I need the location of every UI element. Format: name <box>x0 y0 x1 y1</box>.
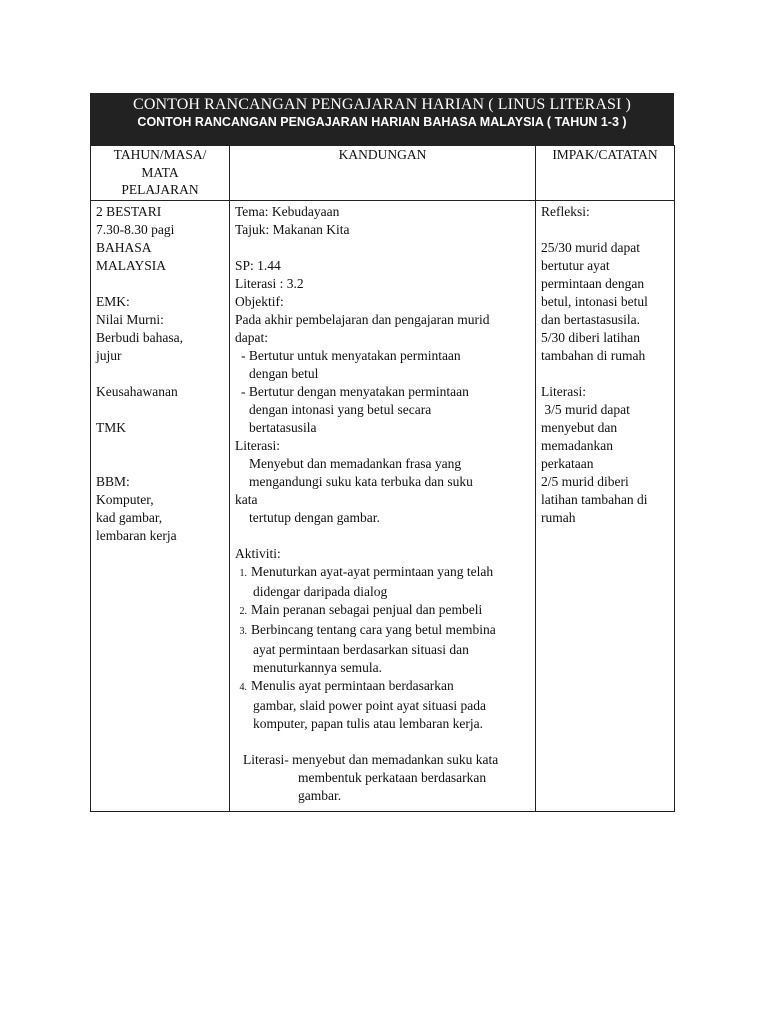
col1-line <box>96 437 224 455</box>
literasi-label: Literasi: <box>235 438 280 453</box>
main-title: CONTOH RANCANGAN PENGAJARAN HARIAN ( LINUS LITERASI ) <box>133 96 631 113</box>
activity-number: 3. <box>239 626 247 637</box>
impak-line <box>541 221 669 239</box>
activity-text: gambar, slaid power point ayat situasi pada <box>253 698 487 713</box>
objective-bullet-cont: dengan betul <box>249 366 319 381</box>
literasi-text: tertutup dengan gambar. <box>249 510 380 525</box>
impak-line: latihan tambahan di <box>541 492 648 507</box>
impak-line: Refleksi: <box>541 204 590 219</box>
activity-item <box>235 621 530 641</box>
col1-line: Nilai Murni: <box>96 312 164 327</box>
col1-line: BAHASA <box>96 240 152 255</box>
col1-lines <box>91 201 229 545</box>
literasi-text: mengandungi suku kata terbuka dan suku <box>249 474 473 489</box>
impak-line: rumah <box>541 510 576 525</box>
header-tahun-masa <box>91 146 230 201</box>
cell-tahun-masa <box>91 201 230 812</box>
impak-line: permintaan dengan <box>541 276 645 291</box>
objective-bullet-cont: bertatasusila <box>249 420 317 435</box>
col1-line <box>96 275 224 293</box>
activity-text: ayat permintaan berdasarkan situasi dan <box>253 642 469 657</box>
col1-line: BBM: <box>96 474 130 489</box>
activity-text: komputer, papan tulis atau lembaran kerja. <box>253 716 484 731</box>
activity-item <box>235 715 530 733</box>
activity-number: 2. <box>239 606 247 617</box>
impak-line: Literasi: <box>541 384 586 399</box>
objective-bullet: - Bertutur dengan menyatakan permintaan <box>241 384 469 399</box>
impak-line: 5/30 diberi latihan <box>541 330 640 345</box>
activity-text: menuturkannya semula. <box>253 660 382 675</box>
final-literasi-text: gambar. <box>298 788 342 803</box>
impak-line: dan bertastasusila. <box>541 312 640 327</box>
title-banner <box>90 93 674 145</box>
activity-item <box>235 563 530 583</box>
impak-line: tambahan di rumah <box>541 348 646 363</box>
impak-line: perkataan <box>541 456 594 471</box>
objektif-text: dapat: <box>235 330 268 345</box>
col1-line <box>96 401 224 419</box>
objective-bullet: - Bertutur untuk menyatakan permintaan <box>241 348 461 363</box>
header-tahun-masa-line: MATA <box>141 164 179 180</box>
col1-line <box>96 455 224 473</box>
tajuk-text: Tajuk: Makanan Kita <box>235 222 350 237</box>
lesson-plan-page <box>90 93 674 812</box>
col1-line: 7.30-8.30 pagi <box>96 222 175 237</box>
activity-text: didengar daripada dialog <box>253 584 388 599</box>
impak-line: menyebut dan <box>541 420 618 435</box>
literasi-text: kata <box>235 492 258 507</box>
sp-text: SP: 1.44 <box>235 258 281 273</box>
activity-text: Berbincang tentang cara yang betul membina <box>251 622 496 637</box>
header-impak-catatan: IMPAK/CATATAN <box>536 146 675 201</box>
impak-line: bertutur ayat <box>541 258 610 273</box>
col1-line: Komputer, <box>96 492 154 507</box>
impak-line: 3/5 murid dapat <box>541 402 630 417</box>
col3-lines <box>536 201 674 527</box>
objektif-label: Objektif: <box>235 294 284 309</box>
tema-text: Tema: Kebudayaan <box>235 204 340 219</box>
impak-line: 25/30 murid dapat <box>541 240 640 255</box>
final-literasi-text: Literasi- menyebut dan memadankan suku kata <box>243 752 499 767</box>
header-tahun-masa-line: TAHUN/MASA/ <box>113 147 207 162</box>
col1-line: EMK: <box>96 294 130 309</box>
objektif-text: Pada akhir pembelajaran dan pengajaran murid <box>235 312 490 327</box>
final-literasi-text: membentuk perkataan berdasarkan <box>298 770 487 785</box>
col1-line: Keusahawanan <box>96 384 178 399</box>
kandungan-content <box>230 201 535 805</box>
literasi-text: Menyebut dan memadankan frasa yang <box>249 456 462 471</box>
col1-line: lembaran kerja <box>96 528 177 543</box>
col1-line: kad gambar, <box>96 510 163 525</box>
activity-item <box>235 641 530 659</box>
impak-line <box>541 365 669 383</box>
activity-text: Menulis ayat permintaan berdasarkan <box>251 678 454 693</box>
cell-kandungan <box>230 201 536 812</box>
col1-line: TMK <box>96 420 126 435</box>
col1-line: jujur <box>96 348 122 363</box>
impak-line: betul, intonasi betul <box>541 294 648 309</box>
header-row <box>91 146 675 201</box>
activity-text: Menuturkan ayat-ayat permintaan yang telah <box>251 564 494 579</box>
col1-line: MALAYSIA <box>96 258 167 273</box>
content-row <box>91 201 675 812</box>
objective-bullet-cont: dengan intonasi yang betul secara <box>249 402 432 417</box>
activity-item <box>235 697 530 715</box>
activity-text: Main peranan sebagai penjual dan pembeli <box>251 602 483 617</box>
impak-line: memadankan <box>541 438 613 453</box>
activity-item <box>235 659 530 677</box>
aktiviti-label: Aktiviti: <box>235 546 281 561</box>
sub-title: CONTOH RANCANGAN PENGAJARAN HARIAN BAHASA MALAYSIA ( TAHUN 1-3 ) <box>137 115 627 129</box>
activity-item <box>235 601 530 621</box>
cell-impak-catatan <box>536 201 675 812</box>
activity-item <box>235 583 530 601</box>
literasi-code-text: Literasi : 3.2 <box>235 276 304 291</box>
col1-line <box>96 365 224 383</box>
col1-line: Berbudi bahasa, <box>96 330 183 345</box>
activity-list <box>235 563 530 733</box>
activity-number: 4. <box>239 682 247 693</box>
lesson-plan-table <box>90 145 675 812</box>
impak-line: 2/5 murid diberi <box>541 474 629 489</box>
header-kandungan: KANDUNGAN <box>230 146 536 201</box>
header-tahun-masa-line: PELAJARAN <box>121 182 199 197</box>
col1-line: 2 BESTARI <box>96 204 162 219</box>
activity-item <box>235 677 530 697</box>
activity-number: 1. <box>239 568 247 579</box>
